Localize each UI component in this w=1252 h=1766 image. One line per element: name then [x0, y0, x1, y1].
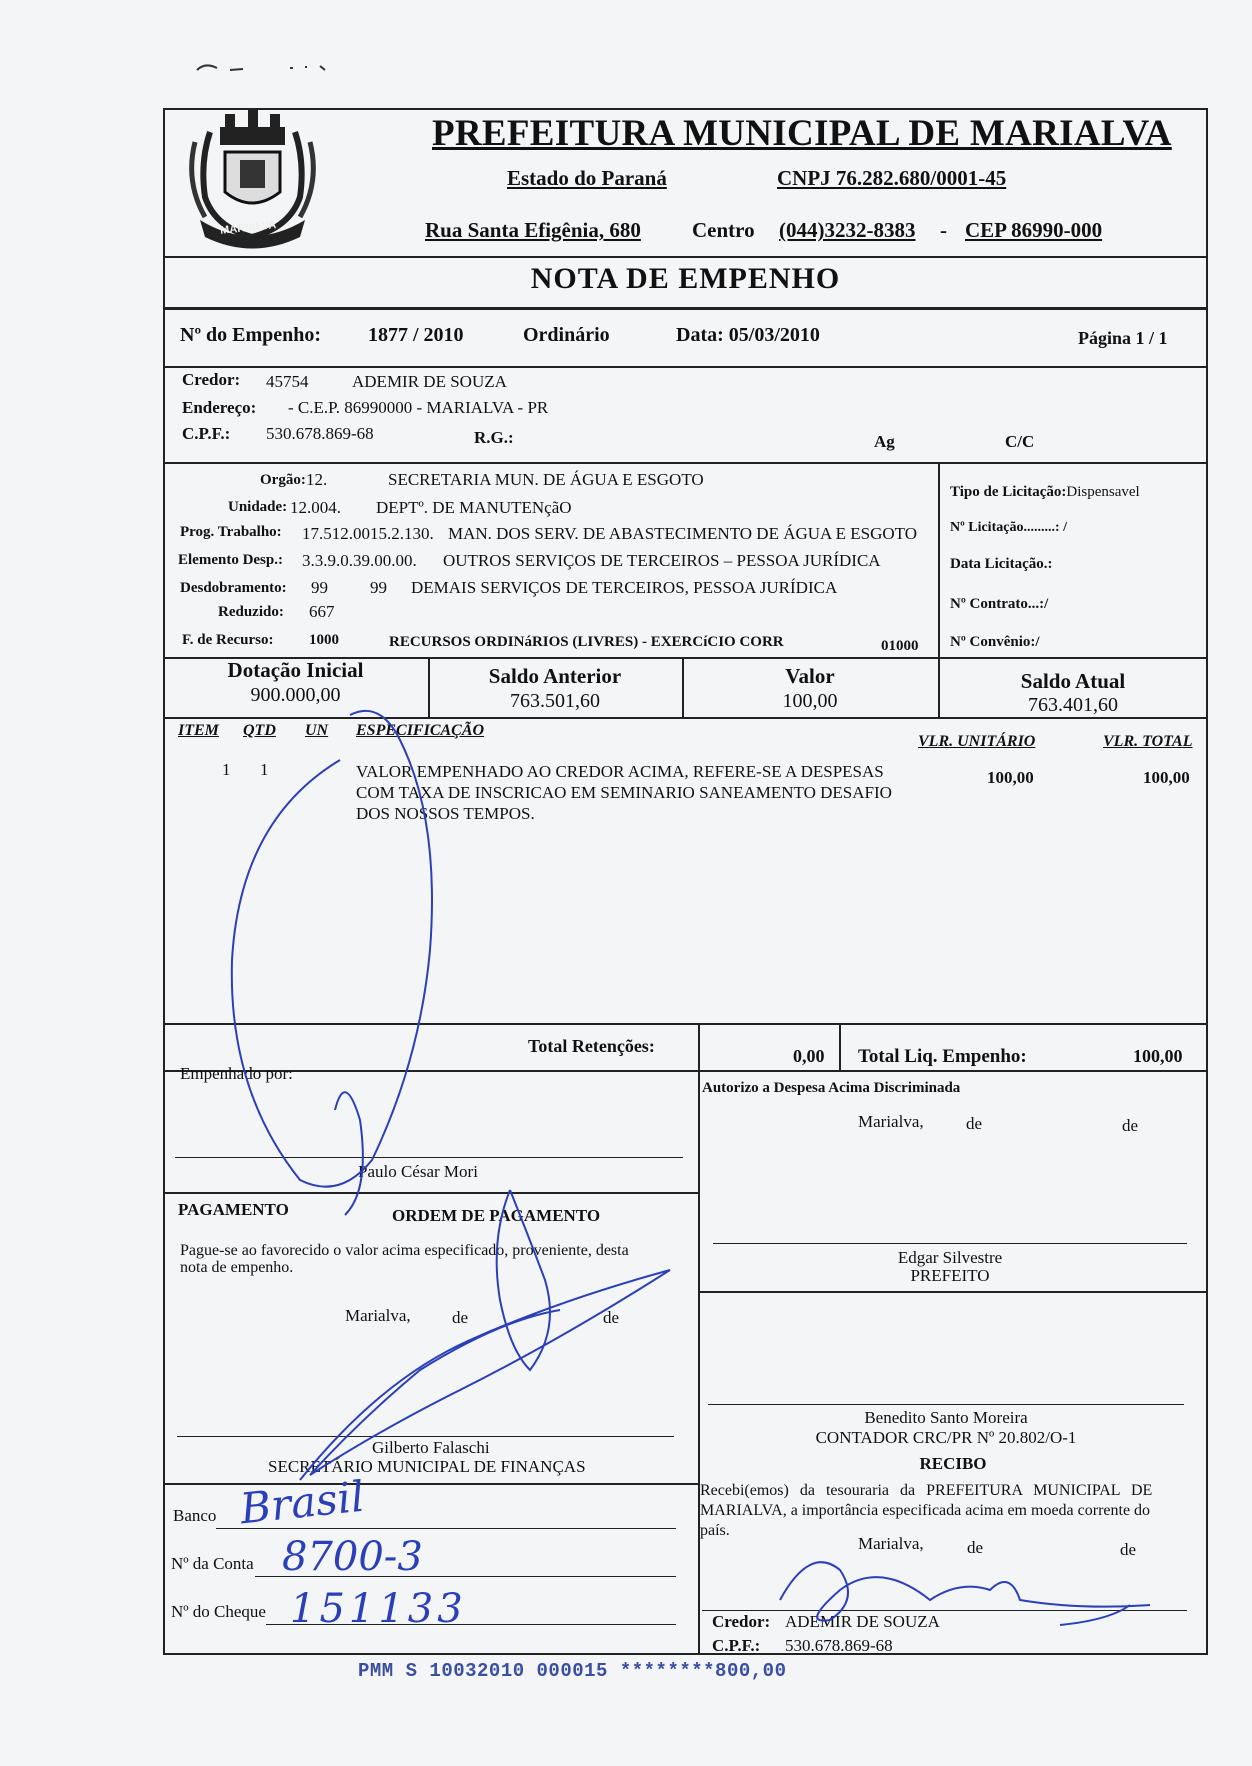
col-especificacao: ESPECIFICAÇÃO — [356, 722, 485, 739]
document-title: NOTA DE EMPENHO — [530, 262, 841, 295]
col-vlr-unitario: VLR. UNITÁRIO — [918, 733, 1036, 750]
footer-stamp: PMM S 10032010 000015 ********800,00 — [358, 1660, 787, 1682]
col-un: UN — [305, 722, 329, 739]
col-item: ITEM — [178, 722, 219, 739]
saldo-atual-value: 763.401,60 — [1028, 694, 1118, 716]
pagamento-text-1: Pague-se ao favorecido o valor acima especificado, proveniente, desta — [180, 1242, 629, 1259]
item-desc-line-1: VALOR EMPENHADO AO CREDOR ACIMA, REFERE-SE A DESPESAS — [356, 762, 884, 781]
elemento-value: 3.3.9.0.39.00.00. — [302, 551, 417, 570]
retencoes-label: Total Retenções: — [528, 1036, 655, 1056]
item-qtd: 1 — [260, 760, 269, 779]
recibo-title: RECIBO — [919, 1454, 987, 1473]
licitacao-tipo-value: Dispensavel — [1066, 484, 1140, 500]
recibo-local: Marialva, — [858, 1534, 924, 1553]
recibo-credor-value: ADEMIR DE SOUZA — [785, 1612, 940, 1631]
licitacao-contrato: Nº Contrato...:/ — [950, 596, 1049, 612]
elemento-desc: OUTROS SERVIÇOS DE TERCEIROS – PESSOA JURÍDICA — [443, 551, 881, 570]
endereco-value: - C.E.P. 86990000 - MARIALVA - PR — [288, 398, 549, 417]
recibo-text-3: país. — [700, 1522, 730, 1539]
unidade-label: Unidade: — [228, 499, 288, 515]
licitacao-convenio: Nº Convênio:/ — [950, 634, 1040, 650]
recibo-cpf-label: C.P.F.: — [712, 1636, 761, 1655]
desdobramento-label: Desdobramento: — [180, 580, 287, 596]
valor-label: Valor — [785, 664, 835, 688]
pagamento-label: PAGAMENTO — [178, 1200, 289, 1219]
page-title: PREFEITURA MUNICIPAL DE MARIALVA — [432, 113, 1172, 154]
item-vlr-total: 100,00 — [1143, 768, 1190, 787]
licitacao-data: Data Licitação.: — [950, 556, 1053, 572]
desdobramento-b: 99 — [370, 578, 387, 597]
cpf-label: C.P.F.: — [182, 424, 231, 443]
liq-label: Total Liq. Empenho: — [858, 1046, 1027, 1067]
municipal-seal — [180, 102, 325, 252]
recurso-code: 01000 — [881, 638, 919, 654]
dotacao-value: 900.000,00 — [250, 684, 341, 706]
credor-name: ADEMIR DE SOUZA — [352, 372, 507, 391]
licitacao-numero: Nº Licitação.........: / — [950, 520, 1067, 535]
empenho-number: 1877 / 2010 — [368, 324, 464, 346]
recibo-text-2: MARIALVA, a importância especificada acima em moeda corrente do — [700, 1502, 1151, 1519]
item-number: 1 — [222, 760, 231, 779]
desdobramento-a: 99 — [311, 578, 328, 597]
contador-nome: Benedito Santo Moreira — [864, 1408, 1028, 1427]
autorizo-title: Autorizo a Despesa Acima Discriminada — [702, 1080, 961, 1096]
recibo-credor-label: Credor: — [712, 1612, 771, 1631]
contador-cargo: CONTADOR CRC/PR Nº 20.802/O-1 — [815, 1428, 1077, 1447]
pagamento-local: Marialva, — [345, 1306, 411, 1325]
saldo-anterior-label: Saldo Anterior — [488, 664, 622, 688]
page-number: Página 1 / 1 — [1078, 328, 1168, 348]
empenhado-nome: Paulo César Mori — [358, 1162, 478, 1181]
cnpj-text: CNPJ 76.282.680/0001-45 — [777, 166, 1007, 190]
reduzido-value: 667 — [309, 602, 335, 621]
reduzido-label: Reduzido: — [218, 604, 284, 620]
recurso-value: 1000 — [309, 632, 339, 648]
prog-desc: MAN. DOS SERV. DE ABASTECIMENTO DE ÁGUA E ESGOTO — [448, 524, 918, 543]
saldo-atual-label: Saldo Atual — [1020, 669, 1126, 693]
recibo-de-2: de — [1120, 1540, 1137, 1559]
rg-label: R.G.: — [474, 428, 514, 447]
liq-value: 100,00 — [1133, 1046, 1183, 1066]
prefeito-cargo: PREFEITO — [910, 1266, 990, 1285]
orgao-desc: SECRETARIA MUN. DE ÁGUA E ESGOTO — [388, 470, 704, 489]
recibo-de-1: de — [967, 1538, 984, 1557]
desdobramento-desc: DEMAIS SERVIÇOS DE TERCEIROS, PESSOA JURÍDICA — [411, 578, 838, 597]
credor-label: Credor: — [182, 370, 241, 389]
estado-text: Estado do Paraná — [507, 166, 667, 190]
credor-code: 45754 — [266, 372, 309, 391]
secretario-nome: Gilberto Falaschi — [372, 1438, 490, 1457]
unidade-value: 12.004. — [290, 498, 341, 517]
prefeito-nome: Edgar Silvestre — [897, 1248, 1003, 1267]
cep-separator: - — [940, 218, 947, 242]
cpf-value: 530.678.869-68 — [266, 424, 374, 443]
cheque-label: Nº do Cheque — [171, 1602, 266, 1621]
recurso-desc: RECURSOS ORDINáRIOS (LIVRES) - EXERCíCIO CORR — [389, 634, 784, 650]
top-marks — [195, 60, 395, 74]
licitacao-tipo — [950, 484, 1140, 501]
conta-handwritten: 8700-3 — [282, 1534, 423, 1580]
pagamento-de-1: de — [452, 1308, 469, 1327]
retencoes-value: 0,00 — [793, 1046, 825, 1066]
licitacao-tipo-label: Tipo de Licitação: — [950, 484, 1067, 500]
item-desc-line-3: DOS NOSSOS TEMPOS. — [356, 804, 535, 823]
orgao-label: Orgão: — [260, 472, 306, 488]
empenho-date: Data: 05/03/2010 — [676, 324, 820, 346]
prog-value: 17.512.0015.2.130. — [302, 524, 434, 543]
cep-text: CEP 86990-000 — [965, 218, 1103, 242]
phone-text: (044)3232-8383 — [779, 218, 916, 242]
banco-handwritten: Brasil — [237, 1471, 367, 1534]
recurso-label: F. de Recurso: — [182, 632, 274, 648]
col-vlr-total: VLR. TOTAL — [1103, 733, 1193, 750]
dotacao-label: Dotação Inicial — [227, 658, 364, 682]
cc-label: C/C — [1005, 432, 1035, 451]
elemento-label: Elemento Desp.: — [178, 552, 283, 568]
empenhado-label: Empenhado por: — [180, 1064, 293, 1083]
recibo-cpf-value: 530.678.869-68 — [785, 1636, 893, 1655]
item-desc-line-2: COM TAXA DE INSCRICAO EM SEMINARIO SANEAMENTO DESAFIO — [356, 783, 892, 802]
recibo-text-1: Recebi(emos) da tesouraria da PREFEITURA MUNICIPAL DE — [700, 1482, 1153, 1499]
valor-value: 100,00 — [782, 690, 838, 712]
prog-label: Prog. Trabalho: — [180, 524, 282, 540]
address-street: Rua Santa Efigênia, 680 — [425, 218, 641, 242]
address-centro: Centro — [692, 218, 755, 242]
orgao-value: 12. — [306, 470, 328, 489]
pagamento-text-2: nota de empenho. — [180, 1259, 294, 1276]
ordem-pagamento-label: ORDEM DE PAGAMENTO — [392, 1206, 601, 1225]
ag-label: Ag — [874, 432, 895, 451]
autorizo-de-1: de — [966, 1114, 983, 1133]
autorizo-de-2: de — [1122, 1116, 1139, 1135]
secretario-cargo: SECRETÁRIO MUNICIPAL DE FINANÇAS — [268, 1457, 586, 1476]
col-qtd: QTD — [243, 722, 276, 739]
autorizo-local: Marialva, — [858, 1112, 924, 1131]
empenho-label: Nº do Empenho: — [180, 324, 322, 346]
item-vlr-unit: 100,00 — [987, 768, 1034, 787]
unidade-desc: DEPTº. DE MANUTENçãO — [376, 498, 572, 517]
banco-label: Banco — [173, 1506, 217, 1525]
empenho-type: Ordinário — [523, 324, 610, 346]
endereco-label: Endereço: — [182, 398, 257, 417]
conta-label: Nº da Conta — [171, 1554, 254, 1573]
pagamento-de-2: de — [603, 1308, 620, 1327]
seal-banner-text: MARIALVA — [219, 219, 277, 237]
saldo-anterior-value: 763.501,60 — [510, 690, 600, 712]
cheque-handwritten: 151133 — [290, 1586, 467, 1632]
